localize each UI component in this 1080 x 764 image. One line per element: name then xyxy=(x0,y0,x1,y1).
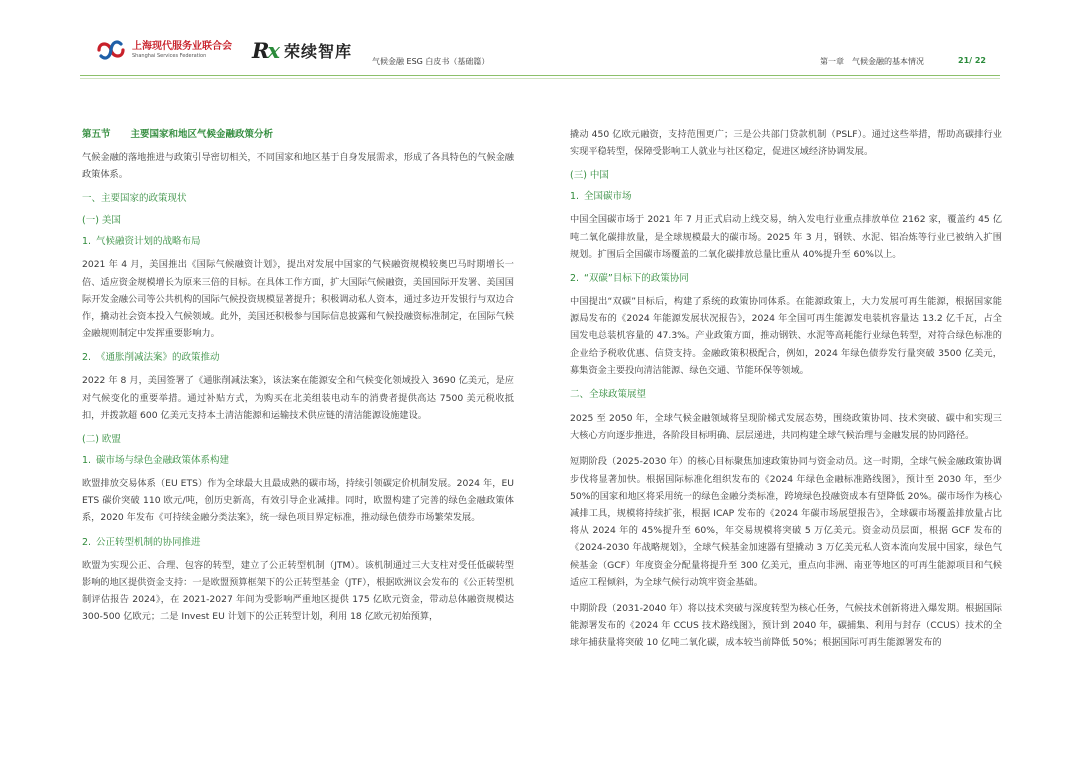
chapter-title: 第一章 气候金融的基本情况 xyxy=(820,57,924,66)
brand-name: 荣续智库 xyxy=(283,42,352,61)
heading-major-countries: 一、主要国家的政策现状 xyxy=(82,193,187,205)
paragraph-eu-2-continued: 撬动 450 亿欧元融资，支持范围更广；三是公共部门贷款机制（PSLF）。通过这些举措，帮助高碳排行业实现平稳转型，保障受影响工人就业与社区稳定，促进区域经济协调发展。 xyxy=(570,129,1002,158)
section-title: 主要国家和地区气候金融政策分析 xyxy=(130,129,274,140)
section-intro: 气候金融的落地推进与政策引导密切相关，不同国家和地区基于自身发展需求，形成了各具特色的气候金融政策体系。 xyxy=(82,152,514,181)
paragraph-eu-2: 欧盟为实现公正、合理、包容的转型，建立了公正转型机制（JTM）。该机制通过三大支柱对受任低碳转型影响的地区提供资金支持：一是欧盟预算框架下的公正转型基金（JTF），根据欧洲议会发布的《公正转型机制评估报告 2024》，在 2021-2027 年间为受影响严重地区提供 175 亿欧元资金，带动总体融资规模达 300-500 亿欧元；二是 Invest EU 计划下的公正转型计划，利用 18 亿欧元初始预算， xyxy=(82,559,514,623)
rx-mark-x: x xyxy=(267,38,278,63)
heading-eu-2: 2. 公正转型机制的协同推进 xyxy=(82,536,201,548)
page-number: 21/ 22 xyxy=(958,56,986,65)
heading-eu: (二) 欧盟 xyxy=(82,434,121,446)
heading-us-2: 2. 《通胀削减法案》的政策推动 xyxy=(82,352,220,364)
document-title: 气候金融 ESG 白皮书（基础篇） xyxy=(372,57,490,66)
heading-us: (一) 美国 xyxy=(82,215,121,227)
heading-eu-1: 1. 碳市场与绿色金融政策体系构建 xyxy=(82,455,230,467)
right-column xyxy=(570,126,1002,661)
federation-name-en: Shanghai Services Federation xyxy=(132,52,207,59)
paragraph-china-1: 中国全国碳市场于 2021 年 7 月正式启动上线交易，纳入发电行业重点排放单位 2162 家，覆盖约 45 亿吨二氧化碳排放量，是全球规模最大的碳市场。2025 年 3 月，钢铁、水泥、铝冶炼等行业已被纳入扩围规划。扩围后全国碳市场覆盖的二氧化碳排放总量比重从 40%提升至 60%以上。 xyxy=(570,214,1002,260)
federation-emblem-icon xyxy=(96,38,128,62)
shanghai-services-federation-logo xyxy=(96,38,232,62)
paragraph-china-2: 中国提出“双碳”目标后，构建了系统的政策协同体系。在能源政策上，大力发展可再生能源，根据国家能源局发布的《2024 年能源发展状况报告》，2024 年全国可再生能源发电装机容量达 13.2 亿千瓦，占全国发电总装机容量的 47.3%。产业政策方面，推动钢铁、水泥等高耗能行业绿色转型，对符合绿色标准的企业给予税收优惠、信贷支持。金融政策积极配合，例如，2024 年绿色债券发行量突破 3500 亿美元，募集资金主要投向清洁能源、绿色交通、节能环保等领域。 xyxy=(570,296,1002,376)
page-header xyxy=(0,0,1080,90)
paragraph-global-2: 短期阶段（2025-2030 年）的核心目标聚焦加速政策协同与资金动员。这一时期，全球气候金融政策协调步伐将显著加快。根据国际标准化组织发布的《2024 年绿色金融标准路线图》，预计至 2030 年，至少 50%的国家和地区将采用统一的绿色金融分类标准，跨境绿色投融资成本有望降低 20%。碳市场作为核心减排工具，规模将持续扩张，根据 ICAP 发布的《2024 年碳市场展望报告》，全球碳市场覆盖排放量占比将从 2024 年的 45%提升至 60%，年交易规模将突破 5 万亿美元。资金动员层面，根据 GCF 发布的《2024-2030 年战略规划》，全球气候基金加速器有望撬动 3 万亿美元私人资本流向发展中国家，绿色气候基金（GCF）年度资金分配量将提升至 300 亿美元，重点向非洲、南亚等地区的可再生能源项目和气候适应工程倾斜，为全球气候行动筑牢资金基础。 xyxy=(570,456,1002,588)
paragraph-global-1: 2025 至 2050 年，全球气候金融领域将呈现阶梯式发展态势，围绕政策协同、技术突破、碳中和实现三大核心方向逐步推进，各阶段目标明确、层层递进，共同构建全球气候治理与金融发展的协同路径。 xyxy=(570,413,1002,442)
left-column xyxy=(82,128,514,634)
section-heading xyxy=(82,128,514,142)
paragraph-us-1: 2021 年 4 月，美国推出《国际气候融资计划》，提出对发展中国家的气候融资规模较奥巴马时期增长一倍、适应资金规模增长为原来三倍的目标。在具体工作方面，扩大国际气候融资，美国国际开发署、美国国际开发金融公司等公共机构的国际气候投资规模显著提升；积极调动私人资本，通过多边开发银行与双边合作，撬动社会资本投入气候领域。此外，美国还积极参与国际信息披露和气候投融资标准制定，在国际气候金融规则制定中发挥重要影响力。 xyxy=(82,259,514,340)
header-divider xyxy=(80,75,1000,76)
rongxu-think-tank-logo xyxy=(252,38,352,63)
header-divider-secondary xyxy=(80,78,1000,79)
heading-global-outlook: 二、全球政策展望 xyxy=(570,389,647,401)
section-number: 第五节 xyxy=(82,129,111,140)
heading-china: (三) 中国 xyxy=(570,170,609,182)
heading-china-2: 2. “双碳”目标下的政策协同 xyxy=(570,273,689,285)
rx-mark-r: R xyxy=(252,38,268,63)
federation-name-cn: 上海现代服务业联合会 xyxy=(132,40,232,52)
paragraph-global-3: 中期阶段（2031-2040 年）将以技术突破与深度转型为核心任务，气候技术创新将进入爆发期。根据国际能源署发布的《2024 年 CCUS 技术路线图》，预计到 2040 年，碳捕集、利用与封存（CCUS）技术的全球年捕获量将突破 10 亿吨二氧化碳，成本较当前降低 50%；根据国际可再生能源署发布的 xyxy=(570,603,1002,649)
paragraph-eu-1: 欧盟排放交易体系（EU ETS）作为全球最大且最成熟的碳市场，持续引领碳定价机制发展。2024 年，EU ETS 碳价突破 110 欧元/吨，创历史新高，有效引导企业减排。同时，欧盟构建了完善的绿色金融政策体系，2020 年发布《可持续金融分类法案》，统一绿色项目界定标准，推动绿色债券市场繁荣发展。 xyxy=(82,478,514,524)
rx-brand-mark-icon xyxy=(252,38,278,63)
heading-us-1: 1. 气候融资计划的战略布局 xyxy=(82,236,201,248)
paragraph-us-2: 2022 年 8 月，美国签署了《通胀削减法案》，该法案在能源安全和气候变化领域投入 3690 亿美元，是应对气候变化的重要举措。通过补贴方式，为购买在北美组装电动车的消费者提供高达 7500 美元税收抵扣，并拨款超 600 亿美元支持本土清洁能源和运输技术供应链的清洁能源设施建设。 xyxy=(82,375,514,421)
heading-china-1: 1. 全国碳市场 xyxy=(570,191,632,203)
